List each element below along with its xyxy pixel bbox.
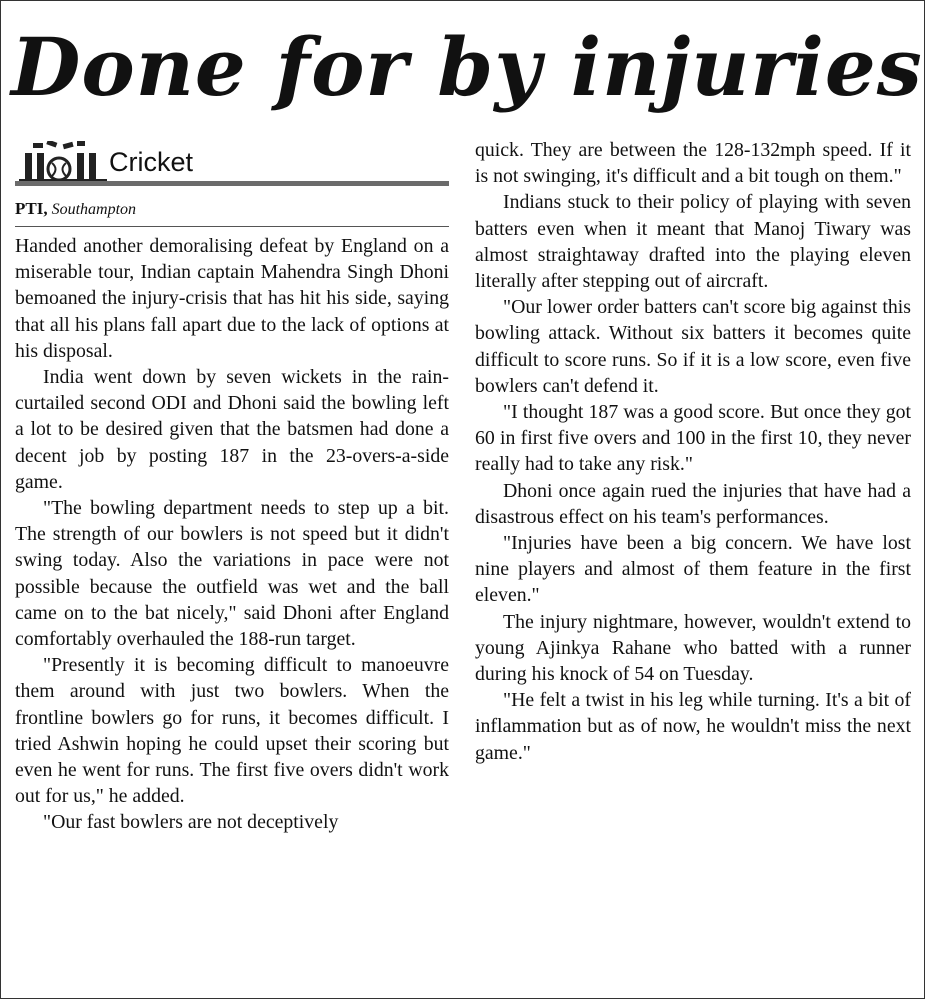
byline-agency: PTI, <box>15 199 48 218</box>
cricket-icon <box>19 141 107 183</box>
article-column-left <box>15 141 449 836</box>
paragraph: "I thought 187 was a good score. But once they got 60 in first five overs and 100 in the first 10, they never really had to take any risk." <box>475 401 911 476</box>
paragraph: The injury nightmare, however, wouldn't extend to young Ajinkya Rahane who batted with a runner during his knock of 54 on Tuesday. <box>475 610 911 686</box>
byline-place: Southampton <box>51 201 137 218</box>
paragraph: "Our fast bowlers are not deceptively <box>43 811 339 834</box>
section-label: Cricket <box>109 147 194 177</box>
paragraph: quick. They are between the 128-132mph speed. If it is not swinging, it's difficult and a bit tough on them." <box>475 139 911 188</box>
headline: Done for by injuries <box>11 20 923 114</box>
paragraph: "The bowling department needs to step up a bit. The strength of our bowlers is not speed but it didn't swing today. Also the variations in pace were not possible because the outfield was wet and the ball came on to the bat nicely," said Dhoni after England comfortably overhauled the 188-run target. <box>15 497 449 651</box>
section-header <box>15 141 449 187</box>
paragraph: "He felt a twist in his leg while turning. It's a bit of inflammation but as of now, he wouldn't miss the next game." <box>475 689 911 764</box>
paragraph: "Injuries have been a big concern. We have lost nine players and almost of them feature in the first eleven." <box>475 532 911 607</box>
paragraph: India went down by seven wickets in the rain-curtailed second ODI and Dhoni said the bowling left a lot to be desired given that the batsmen had done a decent job by posting 187 in the 23-overs-a-side game. <box>15 366 449 493</box>
paragraph: Indians stuck to their policy of playing with seven batters even when it meant that Manoj Tiwary was almost straightaway drafted into the playing eleven literally after stepping out of aircraft. <box>475 191 911 293</box>
paragraph: "Presently it is becoming difficult to manoeuvre them around with just two bowlers. When the frontline bowlers go for runs, it becomes difficult. I tried Ashwin hoping he could upset their scoring but even he went for runs. The first five overs didn't work out for us," he added. <box>15 654 449 808</box>
article-column-right <box>475 137 911 766</box>
paragraph: "Our lower order batters can't score big against this bowling attack. Without six batters it becomes quite difficult to score runs. So if it is a low score, even five bowlers can't defend it. <box>475 296 911 397</box>
paragraph: Handed another demoralising defeat by England on a miserable tour, Indian captain Mahendra Singh Dhoni bemoaned the injury-crisis that has hit his side, saying that all his plans fall apart due to the lack of options at his disposal. <box>15 235 449 362</box>
byline <box>15 199 449 227</box>
paragraph: Dhoni once again rued the injuries that have had a disastrous effect on his team's performances. <box>475 479 911 528</box>
section-rule <box>15 181 449 186</box>
